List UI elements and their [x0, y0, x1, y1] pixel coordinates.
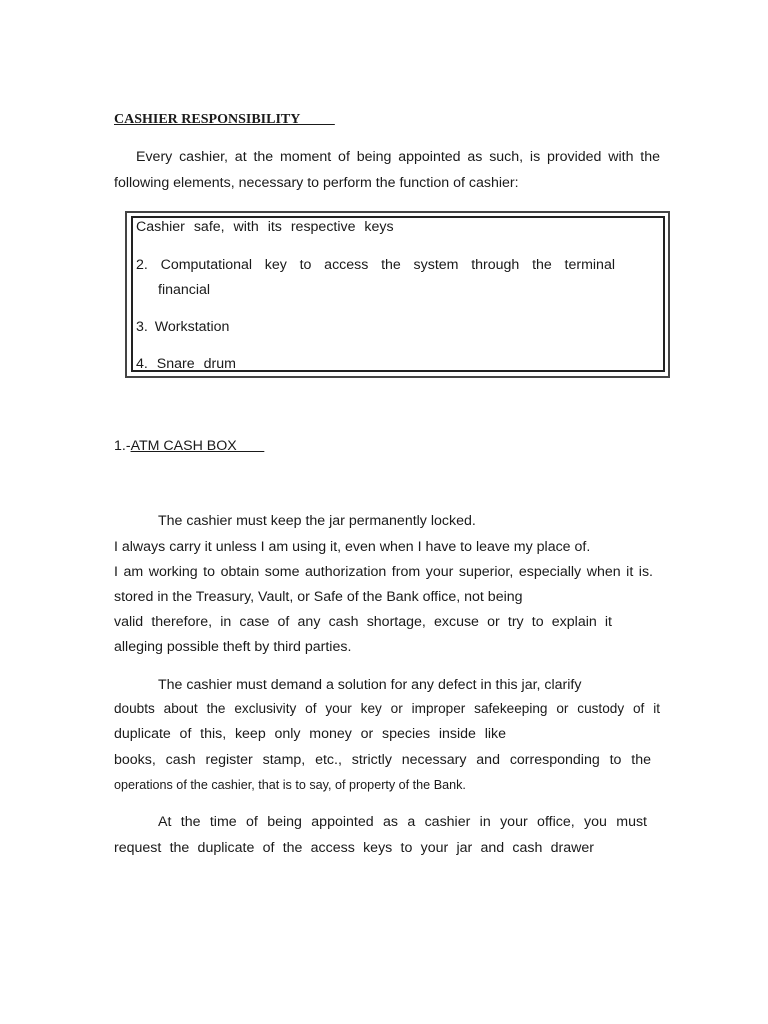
box-item-1: Cashier safe, with its respective keys	[136, 219, 394, 235]
para1-line-1: The cashier must keep the jar permanently locked.	[158, 513, 476, 529]
document-title: CASHIER RESPONSIBILITY	[114, 112, 335, 127]
section-title: ATM CASH BOX	[130, 438, 265, 454]
para1-line-3: I am working to obtain some authorization from your superior, especially when it is.	[114, 564, 653, 580]
box-item-3: 3. Workstation	[136, 319, 230, 335]
box-item-2: 2. Computational key to access the system through the terminal	[136, 257, 615, 273]
para3-line-1: At the time of being appointed as a cashier in your office, you must	[158, 814, 647, 830]
section-heading	[114, 438, 264, 454]
para2-line-1: The cashier must demand a solution for any defect in this jar, clarify	[158, 677, 582, 693]
intro-line-2: following elements, necessary to perform the function of cashier:	[114, 175, 519, 191]
intro-line-1: Every cashier, at the moment of being appointed as such, is provided with the	[136, 149, 660, 165]
box-item-4: 4. Snare drum	[136, 356, 236, 372]
para1-line-4: stored in the Treasury, Vault, or Safe of the Bank office, not being	[114, 589, 523, 605]
para1-line-6: alleging possible theft by third parties.	[114, 639, 352, 655]
para2-line-2: doubts about the exclusivity of your key or improper safekeeping or custody of it	[114, 701, 660, 716]
box-item-2-continued: financial	[158, 282, 211, 298]
elements-box-inner	[131, 216, 665, 372]
para1-line-5: valid therefore, in case of any cash shortage, excuse or try to explain it	[114, 614, 612, 630]
para3-line-2: request the duplicate of the access keys to your jar and cash drawer	[114, 840, 594, 856]
para2-line-4: books, cash register stamp, etc., strictly necessary and corresponding to the	[114, 752, 651, 768]
para2-line-5: operations of the cashier, that is to say, of property of the Bank.	[114, 778, 466, 792]
para1-line-2: I always carry it unless I am using it, even when I have to leave my place of.	[114, 539, 591, 555]
para2-line-3: duplicate of this, keep only money or species inside like	[114, 726, 506, 742]
section-number: 1.-	[114, 438, 131, 454]
